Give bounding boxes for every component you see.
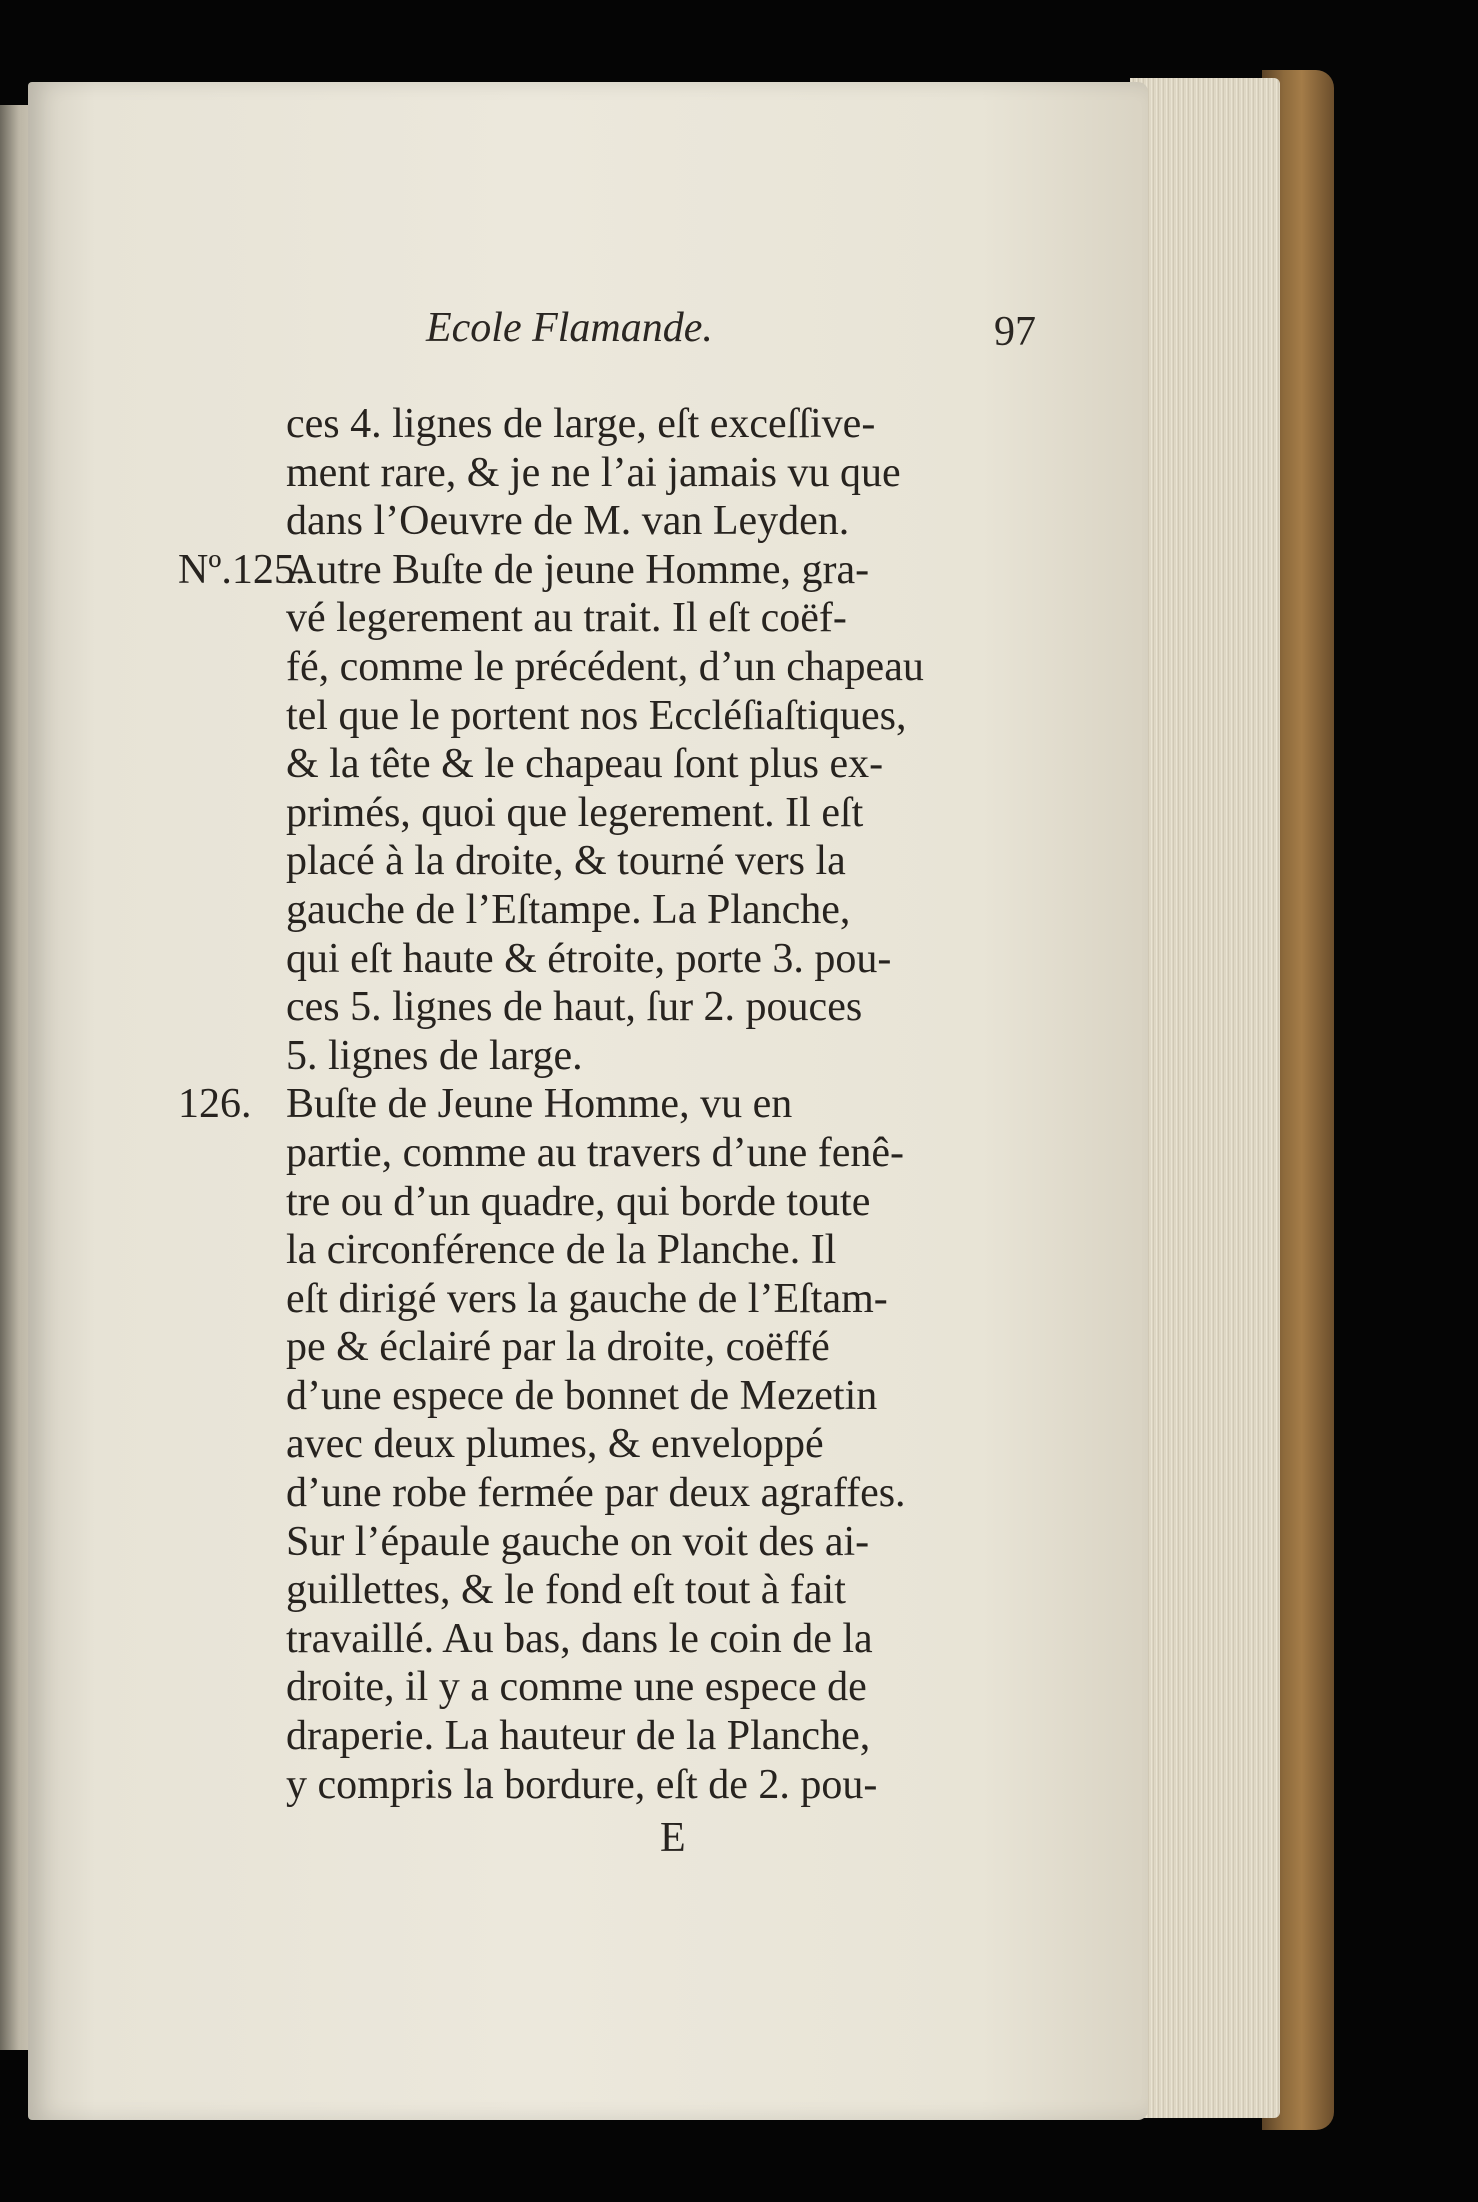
text-line bbox=[178, 886, 1078, 935]
line-text: & la tête & le chapeau ſont plus ex- bbox=[286, 741, 884, 788]
line-text: droite, il y a comme une espece de bbox=[286, 1664, 867, 1711]
text-line bbox=[178, 1663, 1078, 1712]
line-text: eſt dirigé vers la gauche de l’Eſtam- bbox=[286, 1275, 888, 1322]
line-text: guillettes, & le fond eſt tout à fait bbox=[286, 1567, 846, 1614]
text-line bbox=[178, 1032, 1078, 1081]
text-line bbox=[178, 983, 1078, 1032]
line-text: la circonférence de la Planche. Il bbox=[286, 1227, 837, 1274]
text-line bbox=[178, 1178, 1078, 1227]
book-page bbox=[28, 82, 1148, 2120]
signature-mark: E bbox=[660, 1815, 686, 1861]
line-text: pe & éclairé par la droite, coëffé bbox=[286, 1324, 830, 1371]
line-text: fé, comme le précédent, d’un chapeau bbox=[286, 643, 924, 690]
line-text: placé à la droite, & tourné vers la bbox=[286, 838, 846, 885]
text-line bbox=[178, 1712, 1078, 1761]
page-edges-stack bbox=[1130, 78, 1280, 2118]
line-text: tel que le portent nos Eccléſiaſtiques, bbox=[286, 692, 907, 739]
line-text: d’une robe fermée par deux agraffes. bbox=[286, 1470, 906, 1517]
text-line bbox=[178, 546, 1078, 595]
text-line bbox=[178, 1080, 1078, 1129]
text-line bbox=[178, 643, 1078, 692]
text-line bbox=[178, 935, 1078, 984]
line-text: 5. lignes de large. bbox=[286, 1032, 583, 1079]
line-text: ment rare, & je ne l’ai jamais vu que bbox=[286, 449, 901, 496]
text-line bbox=[178, 692, 1078, 741]
line-text: ces 5. lignes de haut, ſur 2. pouces bbox=[286, 984, 863, 1031]
text-line bbox=[178, 740, 1078, 789]
text-line bbox=[178, 1323, 1078, 1372]
text-line bbox=[178, 1566, 1078, 1615]
entry-number: 126. bbox=[178, 1081, 252, 1128]
line-text: y compris la bordure, eſt de 2. pou- bbox=[286, 1761, 878, 1808]
line-text: qui eſt haute & étroite, porte 3. pou- bbox=[286, 935, 892, 982]
text-line bbox=[178, 1761, 1078, 1810]
line-text: Autre Buſte de jeune Homme, gra- bbox=[286, 546, 870, 593]
line-text: travaillé. Au bas, dans le coin de la bbox=[286, 1615, 873, 1662]
text-line bbox=[178, 497, 1078, 546]
line-text: primés, quoi que legerement. Il eſt bbox=[286, 789, 864, 836]
line-text: gauche de l’Eſtampe. La Planche, bbox=[286, 886, 851, 933]
text-line bbox=[178, 449, 1078, 498]
text-line bbox=[178, 1615, 1078, 1664]
line-text: dans l’Oeuvre de M. van Leyden. bbox=[286, 498, 850, 545]
text-line bbox=[178, 837, 1078, 886]
text-line bbox=[178, 1372, 1078, 1421]
line-text: d’une espece de bonnet de Mezetin bbox=[286, 1372, 878, 1419]
line-text: Buſte de Jeune Homme, vu en bbox=[286, 1081, 793, 1128]
body-text bbox=[178, 400, 1078, 1809]
line-text: vé legerement au trait. Il eſt coëf- bbox=[286, 595, 847, 642]
page-number: 97 bbox=[994, 309, 1036, 355]
running-head: Ecole Flamande. bbox=[426, 305, 713, 351]
line-text: draperie. La hauteur de la Planche, bbox=[286, 1713, 871, 1760]
text-line bbox=[178, 1226, 1078, 1275]
text-line bbox=[178, 400, 1078, 449]
entry-number: Nº.125. bbox=[178, 546, 306, 593]
text-line bbox=[178, 1275, 1078, 1324]
page-header bbox=[426, 304, 1036, 364]
text-line bbox=[178, 1129, 1078, 1178]
text-line bbox=[178, 789, 1078, 838]
text-line bbox=[178, 1420, 1078, 1469]
line-text: tre ou d’un quadre, qui borde toute bbox=[286, 1178, 871, 1225]
text-line bbox=[178, 594, 1078, 643]
line-text: partie, comme au travers d’une fenê- bbox=[286, 1129, 905, 1176]
text-line bbox=[178, 1469, 1078, 1518]
line-text: avec deux plumes, & enveloppé bbox=[286, 1421, 824, 1468]
text-line bbox=[178, 1518, 1078, 1567]
line-text: ces 4. lignes de large, eſt exceſſive- bbox=[286, 401, 876, 447]
line-text: Sur l’épaule gauche on voit des ai- bbox=[286, 1518, 870, 1565]
